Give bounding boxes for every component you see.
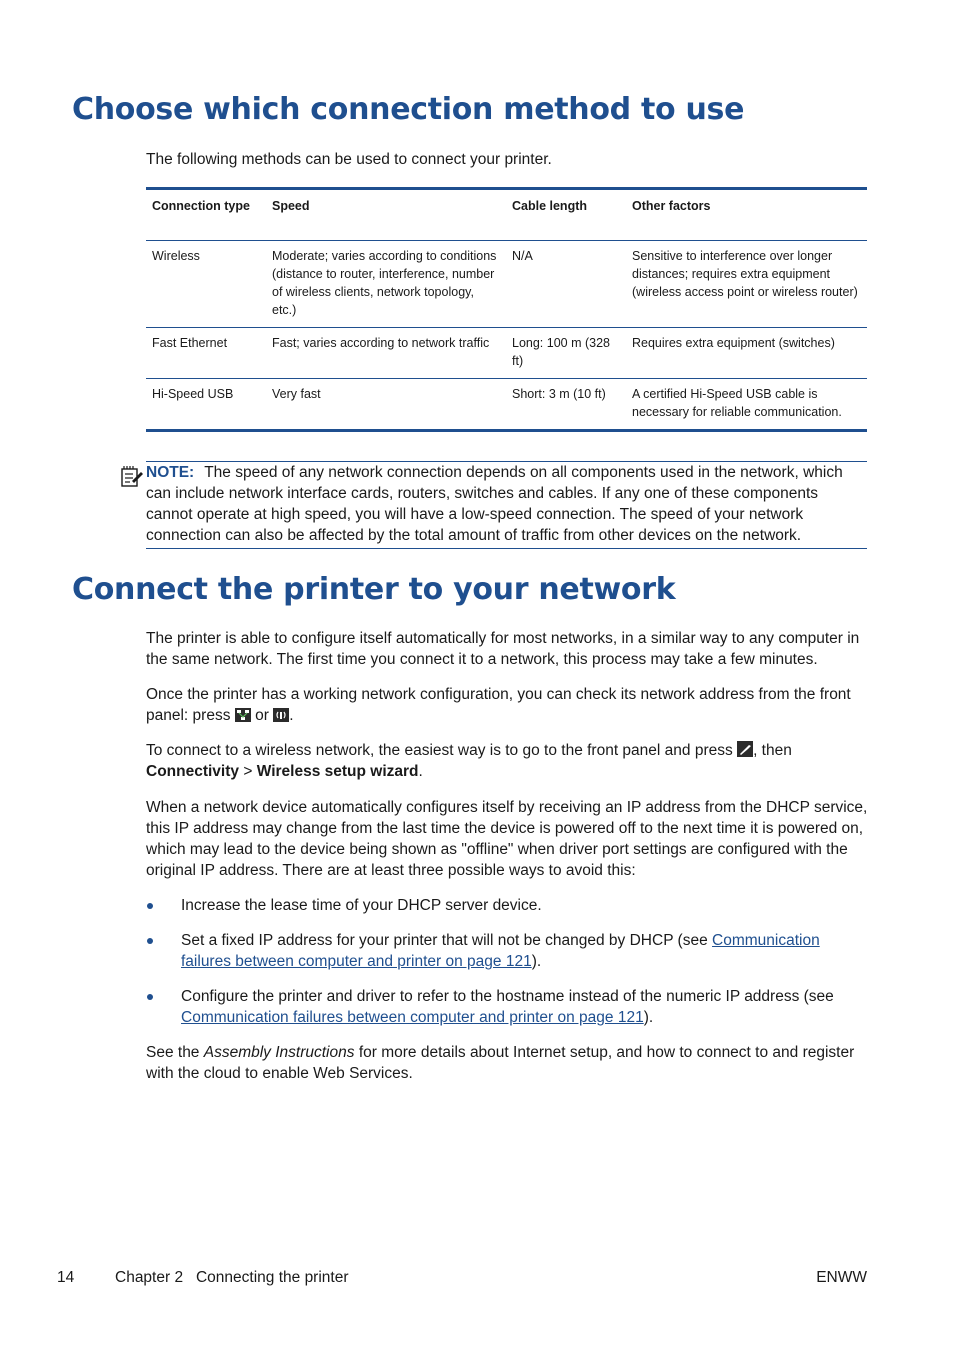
paragraph-text: See the	[146, 1044, 200, 1061]
network-icon[interactable]	[235, 708, 251, 722]
note-label: NOTE:	[146, 464, 195, 481]
table-cell: Very fast	[272, 387, 321, 401]
table-header-row	[146, 189, 867, 241]
note-text: The speed of any network connection depends on all components used in the network, which can include network interface cards, routers, switches and cables. If any one of these components cannot operate at high speed, you will have a low-speed connection. The speed of your network connection can also be affected by the total amount of traffic from other devices on the network.	[146, 464, 843, 544]
footer-locale: ENWW	[816, 1269, 867, 1286]
paragraph-assembly-instructions	[146, 1042, 868, 1084]
paragraph-wireless-setup	[146, 740, 868, 782]
intro-text: The following methods can be used to connect your printer.	[146, 151, 552, 168]
table-cell: Long: 100 m (328 ft)	[512, 336, 610, 368]
menu-item-connectivity: Connectivity	[146, 763, 240, 780]
paragraph-auto-config: The printer is able to configure itself automatically for most networks, in a similar way to any computer in the same network. The first time you connect it to a network, this process may take a few minutes.	[146, 630, 860, 668]
table-cell: Moderate; varies according to conditions (distance to router, interference, number of wireless clients, network topology, etc.)	[272, 249, 497, 317]
list-item-text-part: ).	[643, 1009, 654, 1026]
assembly-instructions-title: Assembly Instructions	[203, 1044, 355, 1061]
table-cell: Wireless	[152, 249, 200, 263]
note-icon	[120, 464, 144, 488]
list-item-text-part: Configure the printer and driver to refer to the hostname instead of the numeric IP address (see	[181, 988, 834, 1005]
communication-failures-link[interactable]: Communication failures between computer and printer on page 121	[181, 932, 820, 970]
table-cell: Requires extra equipment (switches)	[632, 336, 835, 350]
header-cable-length: Cable length	[512, 199, 588, 213]
chapter-title: Chapter 2 Connecting the printer	[115, 1269, 349, 1286]
paragraph-text: To connect to a wireless network, the easiest way is to go to the front panel and press	[146, 742, 733, 759]
bullet-icon	[147, 903, 153, 909]
table-cell: Sensitive to interference over longer distances; requires extra equipment (wireless access point or wireless router)	[632, 249, 858, 299]
list-item-text-part: ).	[531, 953, 542, 970]
table-cell: N/A	[512, 249, 533, 263]
connection-methods-table	[146, 187, 867, 432]
table-cell: Fast Ethernet	[152, 336, 228, 350]
table-cell: Hi-Speed USB	[152, 387, 234, 401]
bullet-icon	[147, 994, 153, 1000]
table-cell: Short: 3 m (10 ft)	[512, 387, 606, 401]
note-box	[146, 461, 867, 549]
paragraph-network-address	[146, 684, 868, 726]
table-cell: A certified Hi-Speed USB cable is necessary for reliable communication.	[632, 387, 842, 419]
section-title-connection-method: Choose which connection method to use	[72, 92, 745, 127]
bullet-icon	[147, 938, 153, 944]
header-connection-type: Connection type	[152, 199, 250, 213]
setup-wrench-icon[interactable]	[737, 741, 753, 757]
communication-failures-link[interactable]: Communication failures between computer and printer on page 121	[181, 1009, 644, 1026]
header-other-factors: Other factors	[632, 199, 711, 213]
page-number: 14	[57, 1269, 75, 1286]
list-item-text: Increase the lease time of your DHCP server device.	[181, 897, 542, 914]
list-item-text	[181, 986, 868, 1028]
paragraph-text: , then	[753, 742, 792, 759]
menu-separator: >	[243, 763, 253, 780]
paragraph-text: Once the printer has a working network configuration, you can check its network address from the front panel: press	[146, 686, 851, 724]
list-item-text-part: Set a fixed IP address for your printer that will not be changed by DHCP (see	[181, 932, 708, 949]
table-row	[146, 328, 867, 379]
list-item-text	[181, 930, 868, 972]
table-row	[146, 241, 867, 328]
paragraph-text: for more details about Internet setup, and how to connect to and register with the cloud to enable Web Services.	[146, 1044, 855, 1082]
section-title-connect-network: Connect the printer to your network	[72, 572, 676, 607]
header-speed: Speed	[272, 199, 310, 213]
paragraph-text: .	[289, 707, 294, 724]
paragraph-dhcp: When a network device automatically configures itself by receiving an IP address from the DHCP service, this IP address may change from the last time the device is powered off to the next time it is powered on, which may lead to the device being shown as "offline" when driver port settings are configured with the original IP address. There are at least three possible ways to avoid this:	[146, 799, 868, 879]
table-row	[146, 379, 867, 431]
paragraph-text: or	[255, 707, 269, 724]
wireless-icon[interactable]	[273, 708, 289, 722]
paragraph-text: .	[418, 763, 423, 780]
menu-item-wireless-setup-wizard: Wireless setup wizard	[256, 763, 419, 780]
table-cell: Fast; varies according to network traffic	[272, 336, 490, 350]
